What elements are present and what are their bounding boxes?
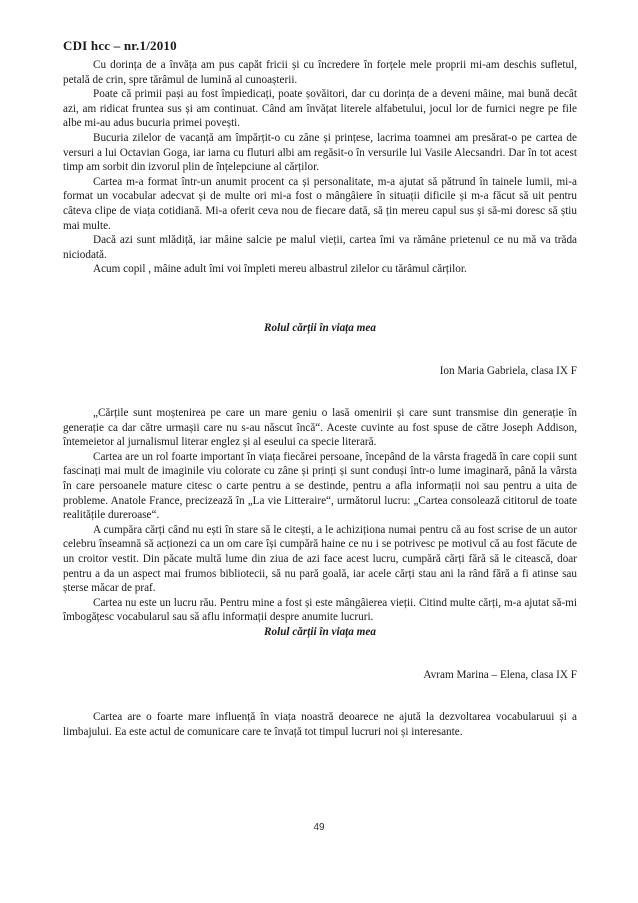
- article-author: Avram Marina – Elena, clasa IX F: [423, 668, 577, 681]
- document-page: [63, 38, 577, 739]
- article-title: Rolul cărții în viața mea: [264, 321, 376, 334]
- paragraph: Cartea are un rol foarte important în viața fiecărei persoane, începând de la vârsta fragedă în care copii sunt fascinați mai mult de imaginile viu colorate cu zâne și prinți și sunt conduși într-o lume imaginară, până la vârsta în care persoanele mature citesc o carte pentru a se destinde, pentru a afla informații noi sau pentru a uita de probleme. Anatole France, precizează în „La vie Litteraire“, următorul lucru: „Cartea consolează cititorul de toate realitățile dureroase“.: [63, 450, 577, 522]
- paragraph: Acum copil , mâine adult îmi voi împleti mereu albastrul zilelor cu tărâmul cărților.: [93, 263, 467, 276]
- paragraph: Dacă azi sunt mlădiță, iar mâine salcie pe malul vieții, cartea îmi va rămâne prietenul ce nu mă va trăda niciodată.: [63, 234, 577, 261]
- paragraph: Poate că primii pași au fost împiedicați, poate șovăitori, dar cu dorința de a deveni mâine, mai bună decât azi, am ridicat fruntea sus și am continuat. Când am învățat literele alfabetului, jocul lor de furnici negre pe file albe mi-au adus bucuria primei povești.: [63, 88, 577, 130]
- paragraph: A cumpăra cărți când nu ești în stare să le citești, a le achiziționa numai pentru că au fost scrise de un autor celebru înseamnă să acționezi ca un om care își cumpără haine ce nu i se potrivesc pe motivul că au fost făcute de un croitor vestit. Din păcate multă lume din ziua de azi face acest lucru, cumpără cărți fără să le citească, doar pentru a da un aspect mai frumos bibliotecii, să nu pară goală, iar acele cărți stau ani la rând fără a fi atinse sau șterse măcar de praf.: [63, 523, 577, 595]
- article-title: Rolul cărții în viața mea: [264, 626, 376, 638]
- paragraph: „Cărțile sunt moștenirea pe care un mare geniu o lasă omenirii și care sunt transmise din generație în generație ca dar către urmașii care nu s-au născut încă“. Aceste cuvinte au fost spuse de către Joseph Addison, întemeietor al jurnalismul literar englez și al eseului ca specie literară.: [63, 407, 577, 449]
- article-author: Ion Maria Gabriela, clasa IX F: [439, 364, 577, 377]
- paragraph: Cu dorința de a învăța am pus capăt fricii și cu încredere în forțele mele proprii mi-am deschis sufletul, petală de crin, spre tărâmul de lumină al cunoașterii.: [63, 59, 577, 86]
- paragraph: Cartea m-a format într-un anumit procent ca și personalitate, m-a ajutat să pătrund în tainele lumii, mi-a format un vocabular adecvat și de multe ori mi-a fost o mângâiere în situații dificile și m-a făcut să uit pentru câteva clipe de viața cotidiană. Mi-a oferit ceva nou de fiecare dată, să țin mereu capul sus și să-mi doresc să știu mai multe.: [63, 175, 577, 232]
- paragraph: Bucuria zilelor de vacanță am împărțit-o cu zâne și prințese, lacrima toamnei am presărat-o pe cartea de versuri a lui Octavian Goga, iar iarna cu fluturi albi am regăsit-o în versurile lui Vasile Alecsandri. Dar în tot acest timp am sorbit din izvorul plin de înțelepciune al cărților.: [63, 131, 577, 174]
- page-number: 49: [313, 822, 325, 833]
- paragraph: Cartea nu este un lucru rău. Pentru mine a fost și este mângâierea vieții. Citind multe cărți, m-a ajutat să-mi îmbogățesc vocabularul sau să aflu informații despre anumite lucruri.: [63, 596, 577, 624]
- paragraph: Cartea are o foarte mare influență în viața noastră deoarece ne ajută la dezvoltarea vocabularuui și a limbajului. Ea este actul de comunicare care te învață tot timpul lucruri noi și interesante.: [63, 711, 577, 738]
- publication-header: CDI hcc – nr.1/2010: [63, 38, 177, 53]
